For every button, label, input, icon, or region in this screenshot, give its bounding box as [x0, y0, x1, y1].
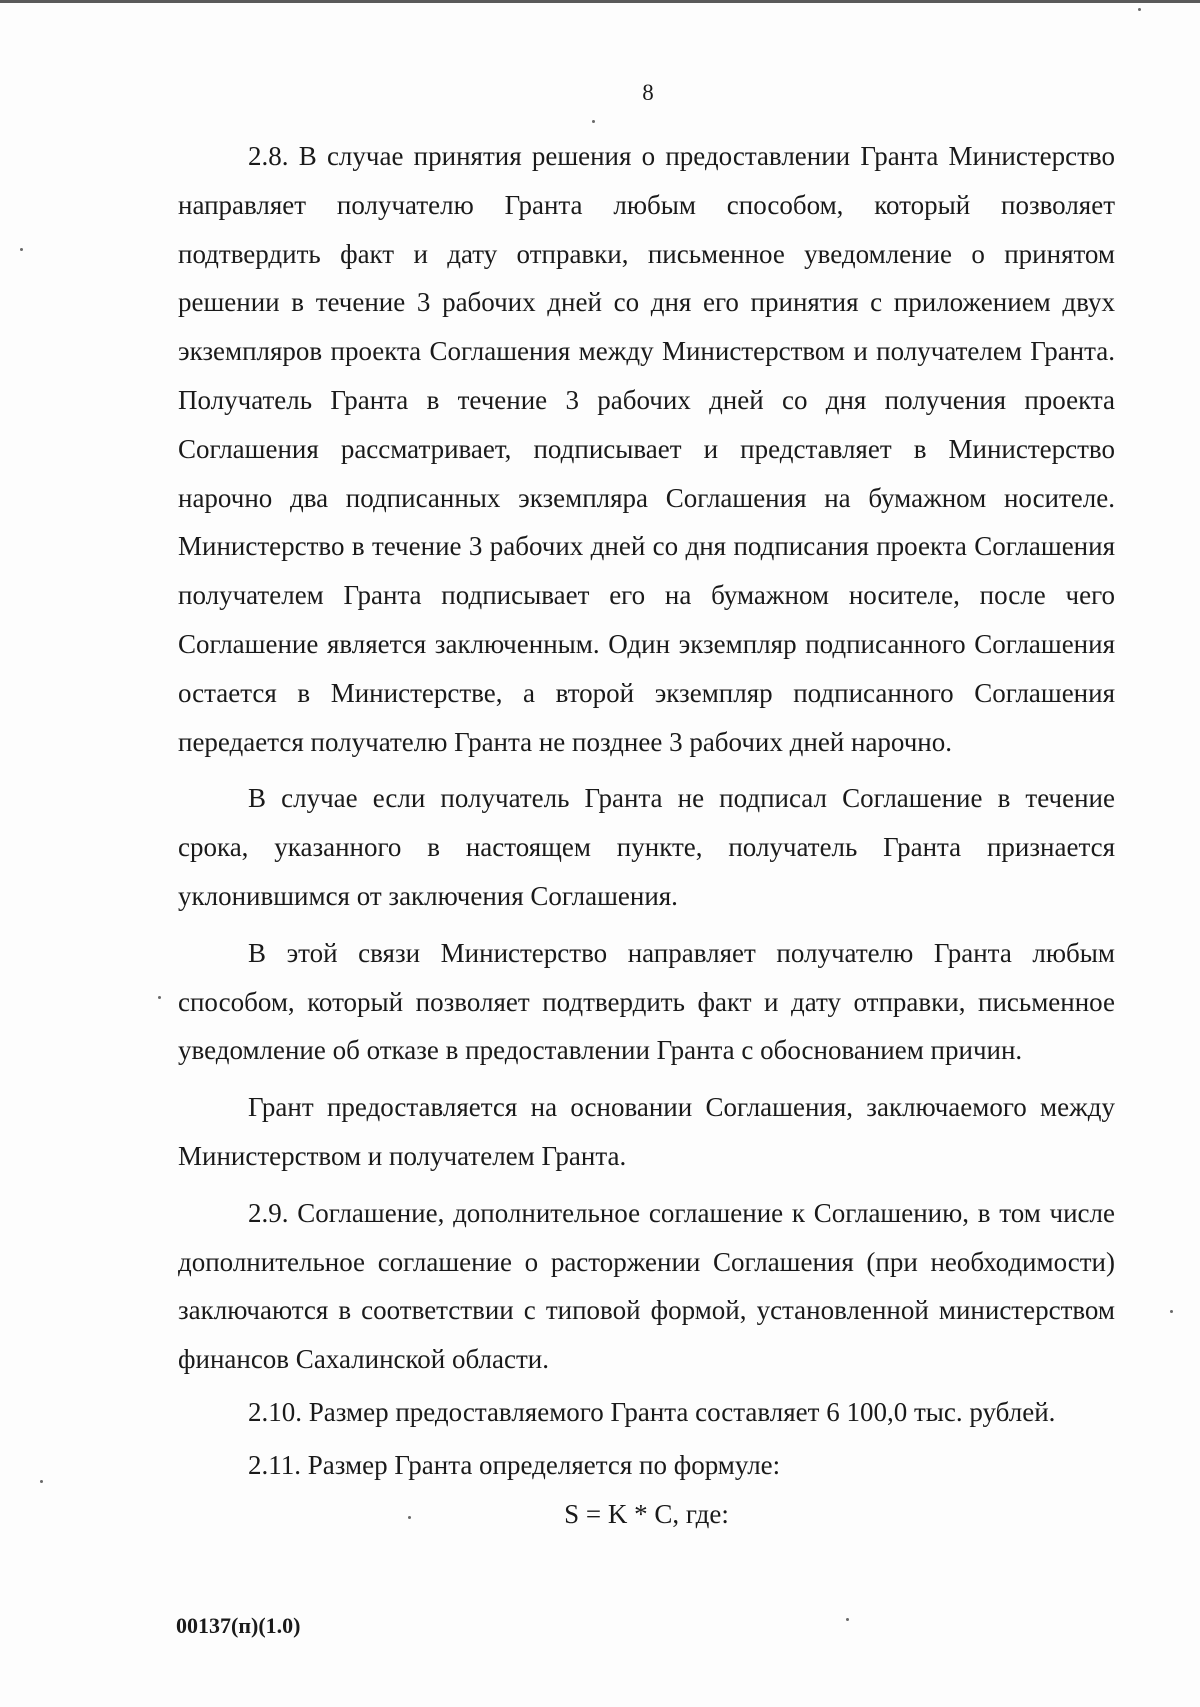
document-body	[178, 132, 1115, 1490]
paragraph-refusal-notice: В этой связи Министерство направляет получателю Гранта любым способом, который позволяет подтвердить факт и дату отправки, письменное уведомление об отказе в предоставлении Гранта с обоснованием причин.	[178, 937, 1115, 1066]
paragraph-refusal-to-sign: В случае если получатель Гранта не подписал Соглашение в течение срока, указанного в настоящем пункте, получатель Гранта признается уклонившимся от заключения Соглашения.	[178, 783, 1115, 911]
scan-speck	[40, 1480, 43, 1483]
scan-top-edge	[0, 0, 1200, 3]
paragraph-2-11: 2.11. Размер Гранта определяется по формуле:	[248, 1449, 781, 1480]
page-number: 8	[642, 80, 654, 105]
paragraph-2-9: 2.9. Соглашение, дополнительное соглашение к Соглашению, в том числе дополнительное соглашение о расторжении Соглашения (при необходимости) заключаются в соответствии с типовой формой, установленной министерством финансов Сахалинской области.	[178, 1197, 1115, 1375]
grant-formula: S = K * C, где:	[564, 1499, 729, 1529]
paragraph-2-8: 2.8. В случае принятия решения о предоставлении Гранта Министерство направляет получателю Гранта любым способом, который позволяет подтвердить факт и дату отправки, письменное уведомление о принятом решении в течение 3 рабочих дней со дня его принятия с приложением двух экземпляров проекта Соглашения между Министерством и получателем Гранта. Получатель Гранта в течение 3 рабочих дней со дня получения проекта Соглашения рассматривает, подписывает и представляет в Министерство нарочно два подписанных экземпляра Соглашения на бумажном носителе. Министерство в течение 3 рабочих дней со дня подписания проекта Соглашения получателем Гранта подписывает его на бумажном носителе, после чего Соглашение является заключенным. Один экземпляр подписанного Соглашения остается в Министерстве, а второй экземпляр подписанного Соглашения передается получателю Гранта не позднее 3 рабочих дней нарочно.	[178, 141, 1115, 757]
scan-speck	[1138, 8, 1141, 11]
scan-speck	[1170, 1310, 1173, 1313]
scan-speck	[158, 996, 161, 999]
scan-speck	[20, 248, 23, 251]
scan-speck	[846, 1618, 849, 1621]
paragraph-grant-basis: Грант предоставляется на основании Соглашения, заключаемого между Министерством и получателем Гранта.	[178, 1092, 1115, 1171]
document-code: 00137(п)(1.0)	[176, 1613, 301, 1638]
scan-speck	[592, 120, 595, 123]
scan-speck	[408, 1516, 411, 1519]
paragraph-2-10: 2.10. Размер предоставляемого Гранта составляет 6 100,0 тыс. рублей.	[248, 1396, 1056, 1427]
